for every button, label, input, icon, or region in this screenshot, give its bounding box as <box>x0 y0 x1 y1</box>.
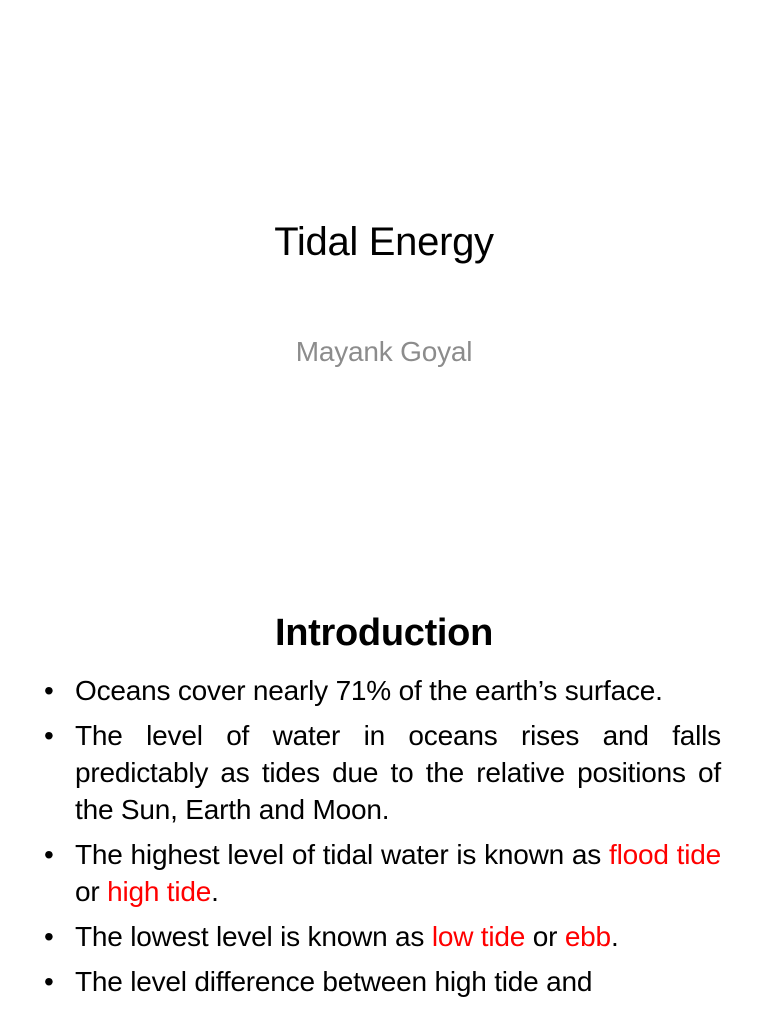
bullet-text: The level difference between high tide and <box>75 966 593 997</box>
introduction-slide <box>0 576 768 1024</box>
bullet-icon: • <box>44 966 54 997</box>
bullet-text-connector: or <box>525 921 565 952</box>
bullet-item <box>44 717 721 828</box>
bullet-text: The level of water in oceans rises and falls predictably as tides due to the relative positions of the Sun, Earth and Moon. <box>75 720 721 825</box>
bullet-icon: • <box>44 921 54 952</box>
highlight-low-tide: low tide <box>431 921 526 952</box>
bullet-text: The lowest level is known as <box>75 921 432 952</box>
section-heading: Introduction <box>274 612 494 654</box>
bullet-icon: • <box>44 675 54 706</box>
highlight-flood-tide: flood tide <box>609 839 721 870</box>
bullet-text-end: . <box>610 921 619 952</box>
slide-title: Tidal Energy <box>274 220 494 264</box>
author-name: Mayank Goyal <box>295 336 473 367</box>
bullet-icon: • <box>44 720 54 751</box>
highlight-high-tide: high tide <box>107 876 212 907</box>
bullet-text-connector: or <box>75 876 108 907</box>
bullet-list <box>44 672 721 1008</box>
highlight-ebb: ebb <box>564 921 611 952</box>
bullet-text: Oceans cover nearly 71% of the earth’s surface. <box>75 675 663 706</box>
bullet-item <box>44 963 721 1000</box>
bullet-item <box>44 918 721 955</box>
bullet-item <box>44 836 721 910</box>
bullet-icon: • <box>44 839 54 870</box>
bullet-text-end: . <box>211 876 219 907</box>
bullet-text: The highest level of tidal water is known as <box>75 839 610 870</box>
bullet-item <box>44 672 721 709</box>
